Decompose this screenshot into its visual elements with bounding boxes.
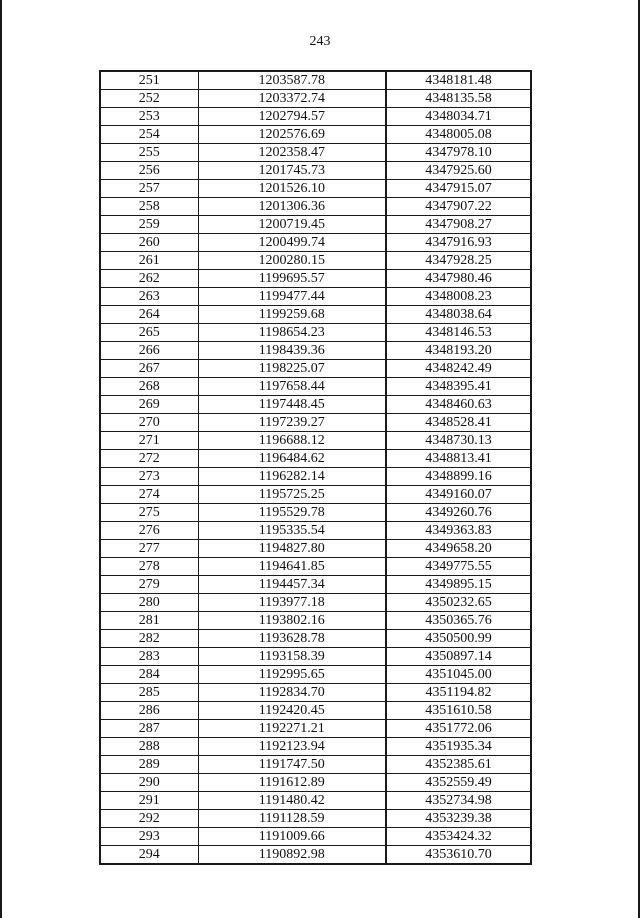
point-number-cell: 258 [100, 198, 198, 216]
point-number-cell: 286 [100, 702, 198, 720]
x-coordinate-cell: 1192420.45 [198, 702, 386, 720]
point-number-cell: 269 [100, 396, 198, 414]
point-number-cell: 265 [100, 324, 198, 342]
point-number-cell: 278 [100, 558, 198, 576]
y-coordinate-cell: 4348899.16 [386, 468, 531, 486]
table-row [100, 756, 531, 774]
y-coordinate-cell: 4347925.60 [386, 162, 531, 180]
point-number-cell: 259 [100, 216, 198, 234]
point-number-cell: 290 [100, 774, 198, 792]
table-row [100, 144, 531, 162]
table-row [100, 252, 531, 270]
x-coordinate-cell: 1194641.85 [198, 558, 386, 576]
table-row [100, 828, 531, 846]
x-coordinate-cell: 1199259.68 [198, 306, 386, 324]
point-number-cell: 263 [100, 288, 198, 306]
table-row [100, 486, 531, 504]
table-row [100, 270, 531, 288]
coordinates-table [99, 70, 532, 865]
x-coordinate-cell: 1196282.14 [198, 468, 386, 486]
point-number-cell: 251 [100, 71, 198, 90]
point-number-cell: 293 [100, 828, 198, 846]
point-number-cell: 288 [100, 738, 198, 756]
y-coordinate-cell: 4349895.15 [386, 576, 531, 594]
x-coordinate-cell: 1192995.65 [198, 666, 386, 684]
table-row [100, 288, 531, 306]
y-coordinate-cell: 4348460.63 [386, 396, 531, 414]
point-number-cell: 285 [100, 684, 198, 702]
point-number-cell: 287 [100, 720, 198, 738]
x-coordinate-cell: 1200719.45 [198, 216, 386, 234]
table-row [100, 810, 531, 828]
table-row [100, 396, 531, 414]
y-coordinate-cell: 4349260.76 [386, 504, 531, 522]
point-number-cell: 276 [100, 522, 198, 540]
point-number-cell: 281 [100, 612, 198, 630]
scan-edge-left [0, 0, 2, 918]
x-coordinate-cell: 1196484.62 [198, 450, 386, 468]
point-number-cell: 267 [100, 360, 198, 378]
point-number-cell: 294 [100, 846, 198, 865]
table-row [100, 846, 531, 865]
table-row [100, 126, 531, 144]
y-coordinate-cell: 4347978.10 [386, 144, 531, 162]
table-row [100, 90, 531, 108]
table-row [100, 666, 531, 684]
y-coordinate-cell: 4347908.27 [386, 216, 531, 234]
y-coordinate-cell: 4348008.23 [386, 288, 531, 306]
x-coordinate-cell: 1201526.10 [198, 180, 386, 198]
table-row [100, 180, 531, 198]
point-number-cell: 271 [100, 432, 198, 450]
point-number-cell: 272 [100, 450, 198, 468]
table-row [100, 234, 531, 252]
point-number-cell: 289 [100, 756, 198, 774]
y-coordinate-cell: 4348005.08 [386, 126, 531, 144]
point-number-cell: 279 [100, 576, 198, 594]
x-coordinate-cell: 1197239.27 [198, 414, 386, 432]
x-coordinate-cell: 1193628.78 [198, 630, 386, 648]
y-coordinate-cell: 4348528.41 [386, 414, 531, 432]
point-number-cell: 252 [100, 90, 198, 108]
table-row [100, 414, 531, 432]
x-coordinate-cell: 1203587.78 [198, 71, 386, 90]
point-number-cell: 282 [100, 630, 198, 648]
point-number-cell: 277 [100, 540, 198, 558]
point-number-cell: 273 [100, 468, 198, 486]
x-coordinate-cell: 1194827.80 [198, 540, 386, 558]
y-coordinate-cell: 4347980.46 [386, 270, 531, 288]
x-coordinate-cell: 1198439.36 [198, 342, 386, 360]
point-number-cell: 291 [100, 792, 198, 810]
x-coordinate-cell: 1200280.15 [198, 252, 386, 270]
y-coordinate-cell: 4349658.20 [386, 540, 531, 558]
point-number-cell: 256 [100, 162, 198, 180]
point-number-cell: 254 [100, 126, 198, 144]
point-number-cell: 261 [100, 252, 198, 270]
y-coordinate-cell: 4348146.53 [386, 324, 531, 342]
x-coordinate-cell: 1195725.25 [198, 486, 386, 504]
point-number-cell: 275 [100, 504, 198, 522]
point-number-cell: 260 [100, 234, 198, 252]
x-coordinate-cell: 1191480.42 [198, 792, 386, 810]
x-coordinate-cell: 1199695.57 [198, 270, 386, 288]
table-row [100, 71, 531, 90]
x-coordinate-cell: 1198654.23 [198, 324, 386, 342]
point-number-cell: 292 [100, 810, 198, 828]
x-coordinate-cell: 1199477.44 [198, 288, 386, 306]
table-row [100, 162, 531, 180]
x-coordinate-cell: 1202794.57 [198, 108, 386, 126]
table-row [100, 468, 531, 486]
y-coordinate-cell: 4352734.98 [386, 792, 531, 810]
point-number-cell: 283 [100, 648, 198, 666]
x-coordinate-cell: 1200499.74 [198, 234, 386, 252]
y-coordinate-cell: 4353610.70 [386, 846, 531, 865]
table-row [100, 306, 531, 324]
y-coordinate-cell: 4349775.55 [386, 558, 531, 576]
table-row [100, 216, 531, 234]
point-number-cell: 257 [100, 180, 198, 198]
y-coordinate-cell: 4347915.07 [386, 180, 531, 198]
table-row [100, 342, 531, 360]
x-coordinate-cell: 1192123.94 [198, 738, 386, 756]
table-row [100, 630, 531, 648]
y-coordinate-cell: 4353239.38 [386, 810, 531, 828]
y-coordinate-cell: 4348181.48 [386, 71, 531, 90]
point-number-cell: 274 [100, 486, 198, 504]
point-number-cell: 280 [100, 594, 198, 612]
x-coordinate-cell: 1202358.47 [198, 144, 386, 162]
y-coordinate-cell: 4351045.00 [386, 666, 531, 684]
x-coordinate-cell: 1195529.78 [198, 504, 386, 522]
point-number-cell: 266 [100, 342, 198, 360]
x-coordinate-cell: 1198225.07 [198, 360, 386, 378]
x-coordinate-cell: 1193977.18 [198, 594, 386, 612]
table-row [100, 720, 531, 738]
y-coordinate-cell: 4347907.22 [386, 198, 531, 216]
table-row [100, 594, 531, 612]
table-row [100, 108, 531, 126]
y-coordinate-cell: 4349363.83 [386, 522, 531, 540]
table-row [100, 504, 531, 522]
y-coordinate-cell: 4351610.58 [386, 702, 531, 720]
point-number-cell: 262 [100, 270, 198, 288]
y-coordinate-cell: 4348193.20 [386, 342, 531, 360]
table-row [100, 792, 531, 810]
table-row [100, 648, 531, 666]
x-coordinate-cell: 1192271.21 [198, 720, 386, 738]
x-coordinate-cell: 1192834.70 [198, 684, 386, 702]
table-row [100, 576, 531, 594]
table-row [100, 774, 531, 792]
point-number-cell: 284 [100, 666, 198, 684]
y-coordinate-cell: 4351772.06 [386, 720, 531, 738]
x-coordinate-cell: 1193158.39 [198, 648, 386, 666]
y-coordinate-cell: 4350365.76 [386, 612, 531, 630]
y-coordinate-cell: 4348034.71 [386, 108, 531, 126]
y-coordinate-cell: 4350897.14 [386, 648, 531, 666]
table-row [100, 522, 531, 540]
x-coordinate-cell: 1196688.12 [198, 432, 386, 450]
x-coordinate-cell: 1193802.16 [198, 612, 386, 630]
x-coordinate-cell: 1197658.44 [198, 378, 386, 396]
page-number: 243 [309, 34, 331, 49]
y-coordinate-cell: 4351194.82 [386, 684, 531, 702]
point-number-cell: 264 [100, 306, 198, 324]
y-coordinate-cell: 4352385.61 [386, 756, 531, 774]
table-row [100, 540, 531, 558]
table-row [100, 612, 531, 630]
table-row [100, 198, 531, 216]
table-row [100, 432, 531, 450]
y-coordinate-cell: 4351935.34 [386, 738, 531, 756]
y-coordinate-cell: 4348813.41 [386, 450, 531, 468]
table-row [100, 360, 531, 378]
y-coordinate-cell: 4348242.49 [386, 360, 531, 378]
x-coordinate-cell: 1201745.73 [198, 162, 386, 180]
y-coordinate-cell: 4347928.25 [386, 252, 531, 270]
x-coordinate-cell: 1197448.45 [198, 396, 386, 414]
x-coordinate-cell: 1195335.54 [198, 522, 386, 540]
y-coordinate-cell: 4350232.65 [386, 594, 531, 612]
point-number-cell: 253 [100, 108, 198, 126]
y-coordinate-cell: 4348038.64 [386, 306, 531, 324]
y-coordinate-cell: 4347916.93 [386, 234, 531, 252]
x-coordinate-cell: 1194457.34 [198, 576, 386, 594]
x-coordinate-cell: 1202576.69 [198, 126, 386, 144]
y-coordinate-cell: 4350500.99 [386, 630, 531, 648]
x-coordinate-cell: 1201306.36 [198, 198, 386, 216]
point-number-cell: 270 [100, 414, 198, 432]
x-coordinate-cell: 1191612.89 [198, 774, 386, 792]
x-coordinate-cell: 1191747.50 [198, 756, 386, 774]
y-coordinate-cell: 4348135.58 [386, 90, 531, 108]
y-coordinate-cell: 4352559.49 [386, 774, 531, 792]
y-coordinate-cell: 4353424.32 [386, 828, 531, 846]
point-number-cell: 268 [100, 378, 198, 396]
table-row [100, 702, 531, 720]
table-row [100, 738, 531, 756]
point-number-cell: 255 [100, 144, 198, 162]
x-coordinate-cell: 1190892.98 [198, 846, 386, 865]
x-coordinate-cell: 1191128.59 [198, 810, 386, 828]
table-row [100, 378, 531, 396]
y-coordinate-cell: 4348730.13 [386, 432, 531, 450]
x-coordinate-cell: 1191009.66 [198, 828, 386, 846]
table-row [100, 324, 531, 342]
table-row [100, 684, 531, 702]
y-coordinate-cell: 4348395.41 [386, 378, 531, 396]
coordinates-table-body [100, 71, 531, 864]
table-row [100, 558, 531, 576]
y-coordinate-cell: 4349160.07 [386, 486, 531, 504]
table-row [100, 450, 531, 468]
x-coordinate-cell: 1203372.74 [198, 90, 386, 108]
